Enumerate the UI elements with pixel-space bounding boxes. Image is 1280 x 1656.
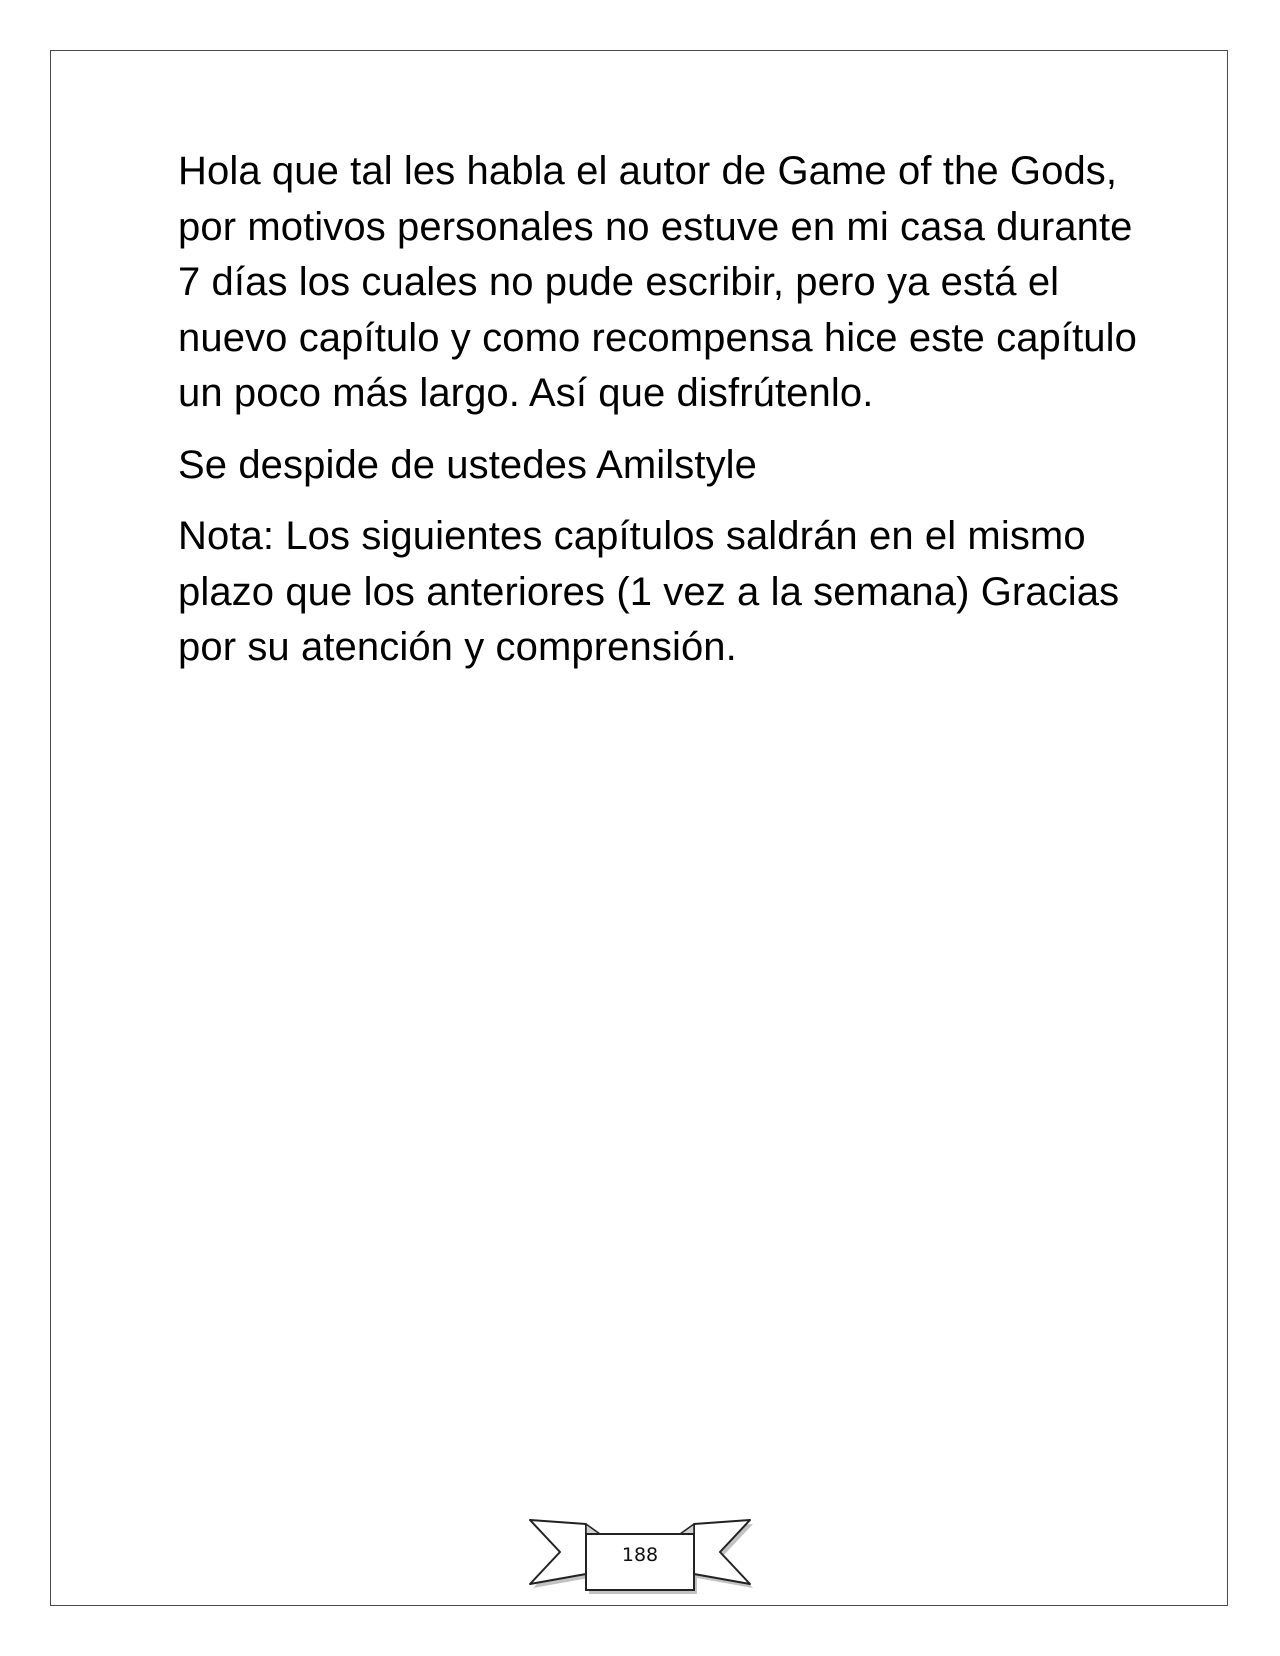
page-number: 188 [621, 1544, 659, 1566]
intro-paragraph: Hola que tal les habla el autor de Game of the Gods, por motivos personales no estuve en mi casa durante 7 días los cuales no pude escribir, pero ya está el nuevo capítulo y como recompensa hice este capítulo un poco más largo. Así que disfrútenlo. [178, 149, 1137, 415]
signoff-paragraph: Se despide de ustedes Amilstyle [178, 442, 757, 487]
page-body [178, 144, 1138, 692]
note-paragraph: Nota: Los siguientes capítulos saldrán en el mismo plazo que los anteriores (1 vez a la semana) Gracias por su atención y comprensión. [178, 514, 1120, 669]
